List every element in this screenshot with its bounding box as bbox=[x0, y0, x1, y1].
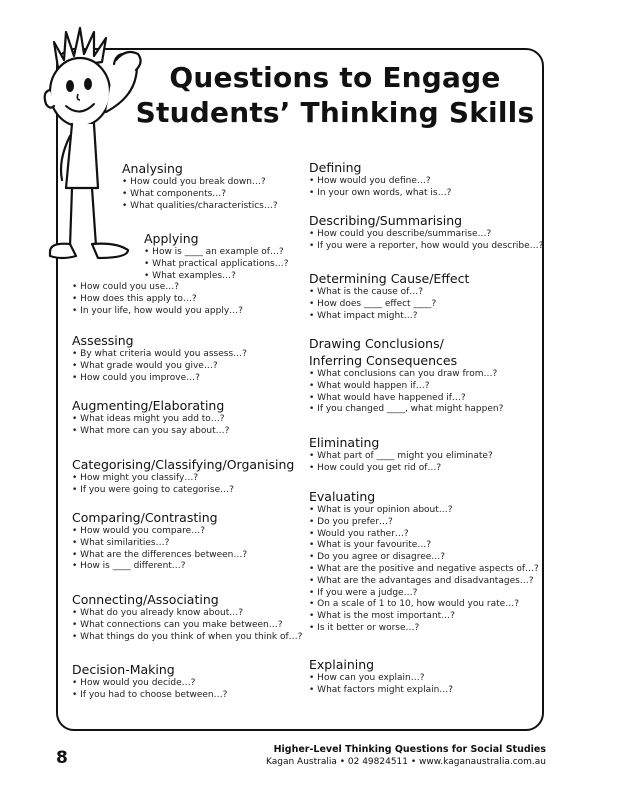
section-heading: Connecting/Associating bbox=[72, 592, 219, 607]
section-heading: Explaining bbox=[309, 657, 375, 672]
list-item: • What more can you say about…? bbox=[72, 426, 229, 438]
section-heading: Evaluating bbox=[309, 489, 376, 504]
section-applying-items bbox=[72, 282, 243, 317]
footer-book-title: Higher-Level Thinking Questions for Social Studies bbox=[273, 744, 546, 755]
list-item: • If you had to choose between…? bbox=[72, 690, 227, 702]
list-item: • How does this apply to…? bbox=[72, 294, 243, 306]
page-title bbox=[130, 60, 540, 130]
list-item: • Do you prefer…? bbox=[309, 517, 539, 529]
section-heading: Eliminating bbox=[309, 435, 380, 450]
list-item: • What is your favourite…? bbox=[309, 540, 539, 552]
section-defining bbox=[309, 159, 451, 200]
list-item: • In your own words, what is…? bbox=[309, 188, 451, 200]
list-item: • How would you decide…? bbox=[72, 678, 227, 690]
list-item: • What is your opinion about…? bbox=[309, 505, 539, 517]
list-item: • What factors might explain…? bbox=[309, 685, 453, 697]
list-item: • How could you improve…? bbox=[72, 373, 247, 385]
list-item: • What connections can you make between…? bbox=[72, 620, 302, 632]
section-determining bbox=[309, 270, 469, 322]
title-line-1: Questions to Engage bbox=[169, 61, 501, 94]
list-item: • How could you use…? bbox=[72, 282, 243, 294]
footer-contact: Kagan Australia • 02 49824511 • www.kaganaustralia.com.au bbox=[266, 757, 546, 767]
list-item: • How could you describe/summarise…? bbox=[309, 229, 543, 241]
section-heading: Comparing/Contrasting bbox=[72, 510, 218, 525]
list-item: • What conclusions can you draw from…? bbox=[309, 369, 503, 381]
section-heading-line-1: Drawing Conclusions/ bbox=[309, 336, 444, 351]
section-heading: Describing/Summarising bbox=[309, 213, 463, 228]
cartoon-thinker-illustration bbox=[36, 20, 156, 270]
list-item: • If you were a reporter, how would you describe…? bbox=[309, 241, 543, 253]
section-heading: Augmenting/Elaborating bbox=[72, 398, 225, 413]
section-eliminating bbox=[309, 434, 493, 475]
list-item: • If you were going to categorise…? bbox=[72, 485, 294, 497]
section-heading: Categorising/Classifying/Organising bbox=[72, 457, 295, 472]
list-item: • What impact might…? bbox=[309, 311, 469, 323]
section-comparing bbox=[72, 509, 247, 573]
section-augmenting bbox=[72, 397, 229, 438]
list-item: • What things do you think of when you think of…? bbox=[72, 632, 302, 644]
section-heading-line-2: Inferring Consequences bbox=[309, 353, 458, 368]
list-item: • What similarities…? bbox=[72, 538, 247, 550]
page-number: 8 bbox=[56, 748, 68, 768]
footer-credits bbox=[266, 743, 546, 768]
list-item: • Do you agree or disagree…? bbox=[309, 552, 539, 564]
list-item: • What do you already know about…? bbox=[72, 608, 302, 620]
list-item: • What are the differences between…? bbox=[72, 550, 247, 562]
list-item: • In your life, how would you apply…? bbox=[72, 306, 243, 318]
list-item: • How can you explain…? bbox=[309, 673, 453, 685]
section-heading: Determining Cause/Effect bbox=[309, 271, 470, 286]
section-categorising bbox=[72, 456, 294, 497]
list-item: • What part of ____ might you eliminate? bbox=[309, 451, 493, 463]
list-item: • What ideas might you add to…? bbox=[72, 414, 229, 426]
section-analysing bbox=[122, 160, 278, 212]
list-item: • What are the advantages and disadvantages…? bbox=[309, 576, 539, 588]
list-item: • How is ____ different…? bbox=[72, 561, 247, 573]
list-item: • How could you get rid of…? bbox=[309, 463, 493, 475]
list-item: • How does ____ effect ____? bbox=[309, 299, 469, 311]
section-decision-making bbox=[72, 661, 227, 702]
list-item: • What are the positive and negative aspects of…? bbox=[309, 564, 539, 576]
list-item: • What examples…? bbox=[144, 271, 289, 283]
list-item: • By what criteria would you assess…? bbox=[72, 349, 247, 361]
section-heading: Applying bbox=[144, 231, 199, 246]
list-item: • Would you rather…? bbox=[309, 529, 539, 541]
section-heading: Analysing bbox=[122, 161, 183, 176]
list-item: • What practical applications…? bbox=[144, 259, 289, 271]
list-item: • How would you define…? bbox=[309, 176, 451, 188]
section-connecting bbox=[72, 591, 302, 643]
section-evaluating bbox=[309, 488, 539, 635]
section-heading: Assessing bbox=[72, 333, 134, 348]
list-item: • How might you classify…? bbox=[72, 473, 294, 485]
section-applying-heading bbox=[144, 230, 289, 282]
section-explaining bbox=[309, 656, 453, 697]
list-item: • If you were a judge…? bbox=[309, 588, 539, 600]
section-heading: Decision-Making bbox=[72, 662, 175, 677]
list-item: • On a scale of 1 to 10, how would you rate…? bbox=[309, 599, 539, 611]
list-item: • Is it better or worse…? bbox=[309, 623, 539, 635]
list-item: • What qualities/characteristics…? bbox=[122, 201, 278, 213]
list-item: • What grade would you give…? bbox=[72, 361, 247, 373]
list-item: • If you changed ____, what might happen? bbox=[309, 404, 503, 416]
list-item: • What would happen if…? bbox=[309, 381, 503, 393]
list-item: • What components…? bbox=[122, 189, 278, 201]
list-item: • What would have happened if…? bbox=[309, 393, 503, 405]
title-line-2: Students’ Thinking Skills bbox=[135, 96, 535, 129]
list-item: • How would you compare…? bbox=[72, 526, 247, 538]
list-item: • What is the cause of…? bbox=[309, 287, 469, 299]
list-item: • What is the most important…? bbox=[309, 611, 539, 623]
section-describing bbox=[309, 212, 543, 253]
list-item: • How could you break down…? bbox=[122, 177, 278, 189]
section-assessing bbox=[72, 332, 247, 384]
section-heading: Defining bbox=[309, 160, 362, 175]
section-drawing-conclusions bbox=[309, 335, 503, 416]
list-item: • How is ____ an example of…? bbox=[144, 247, 289, 259]
